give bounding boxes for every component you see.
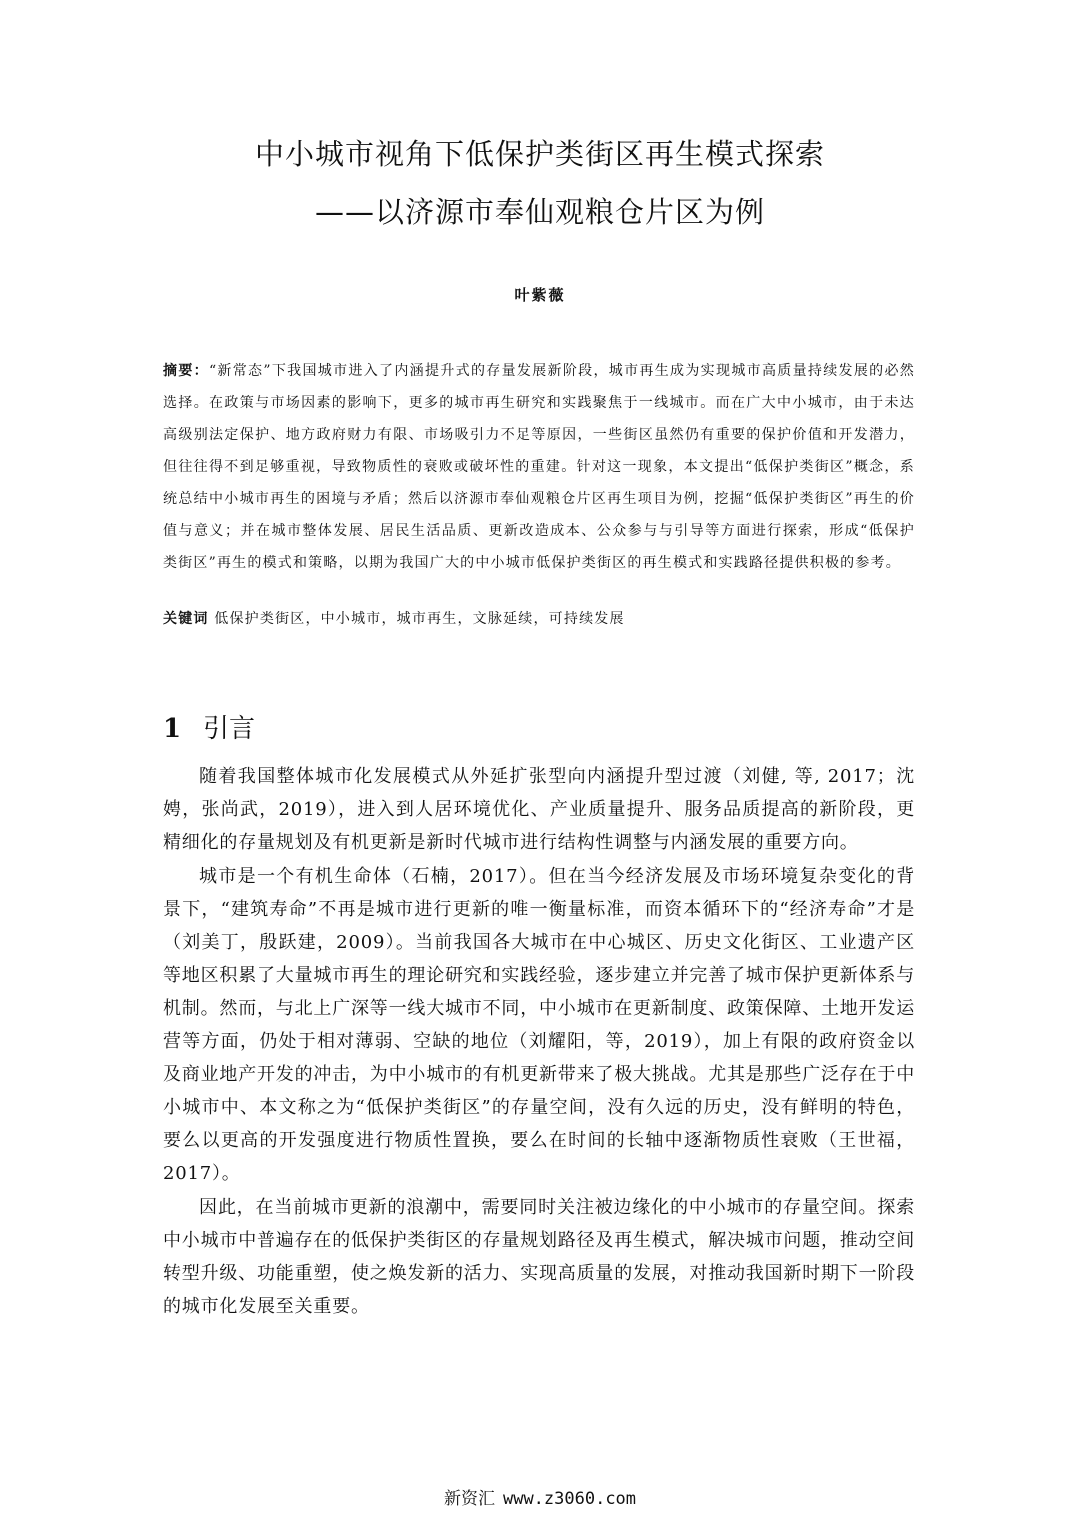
section-title: 引言: [203, 714, 256, 744]
footer-watermark: [0, 1484, 1080, 1509]
paragraph: 随着我国整体城市化发展模式从外延扩张型向内涵提升型过渡（刘健, 等, 2017；沈娉，张尚武，2019），进入到人居环境优化、产业质量提升、服务品质提高的新阶段，更精细化的存量规划及有机更新是新时代城市进行结构性调整与内涵发展的重要方向。: [163, 766, 915, 853]
author-name: 叶紫薇: [514, 286, 566, 304]
keywords-label: 关键词: [163, 611, 209, 627]
paper-title: 中小城市视角下低保护类街区再生模式探索: [254, 137, 825, 171]
abstract: [163, 355, 915, 579]
section-heading: [163, 708, 255, 745]
keywords: [163, 605, 915, 633]
keywords-text: 低保护类街区，中小城市，城市再生，文脉延续，可持续发展: [214, 611, 625, 627]
abstract-text: “新常态”下我国城市进入了内涵提升式的存量发展新阶段，城市再生成为实现城市高质量持续发展的必然选择。在政策与市场因素的影响下，更多的城市再生研究和实践聚焦于一线城市。而在广大中小城市，由于未达高级别法定保护、地方政府财力有限、市场吸引力不足等原因，一些街区虽然仍有重要的保护价值和开发潜力，但往往得不到足够重视，导致物质性的衰败或破坏性的重建。针对这一现象，本文提出“低保护类街区”概念，系统总结中小城市再生的困境与矛盾；然后以济源市奉仙观粮仓片区再生项目为例，挖掘“低保护类街区”再生的价值与意义；并在城市整体发展、居民生活品质、更新改造成本、公众参与与引导等方面进行探索，形成“低保护类街区”再生的模式和策略，以期为我国广大的中小城市低保护类街区的再生模式和实践路径提供积极的参考。: [163, 363, 915, 571]
section-body: [163, 760, 915, 1324]
paragraph: 因此，在当前城市更新的浪潮中，需要同时关注被边缘化的中小城市的存量空间。探索中小城市中普遍存在的低保护类街区的存量规划路径及再生模式，解决城市问题，推动空间转型升级、功能重塑，使之焕发新的活力、实现高质量的发展，对推动我国新时期下一阶段的城市化发展至关重要。: [163, 1197, 915, 1317]
abstract-label: 摘要：: [163, 363, 209, 379]
paragraph: 城市是一个有机生命体（石楠，2017）。但在当今经济发展及市场环境复杂变化的背景下，“建筑寿命”不再是城市进行更新的唯一衡量标准，而资本循环下的“经济寿命”才是（刘美丁，殷跃建，2009）。当前我国各大城市在中心城区、历史文化街区、工业遗产区等地区积累了大量城市再生的理论研究和实践经验，逐步建立并完善了城市保护更新体系与机制。然而，与北上广深等一线大城市不同，中小城市在更新制度、政策保障、土地开发运营等方面，仍处于相对薄弱、空缺的地位（刘耀阳，等，2019），加上有限的政府资金以及商业地产开发的冲击，为中小城市的有机更新带来了极大挑战。尤其是那些广泛存在于中小城市中、本文称之为“低保护类街区”的存量空间，没有久远的历史，没有鲜明的特色，要么以更高的开发强度进行物质性置换，要么在时间的长轴中逐渐物质性衰败（王世福，2017）。: [163, 866, 915, 1184]
footer-brand: 新资汇: [443, 1489, 495, 1509]
section-number: 1: [163, 714, 182, 744]
footer-site[interactable]: www.z3060.com: [502, 1489, 637, 1509]
paper-subtitle: ——以济源市奉仙观粮仓片区为例: [314, 195, 765, 229]
